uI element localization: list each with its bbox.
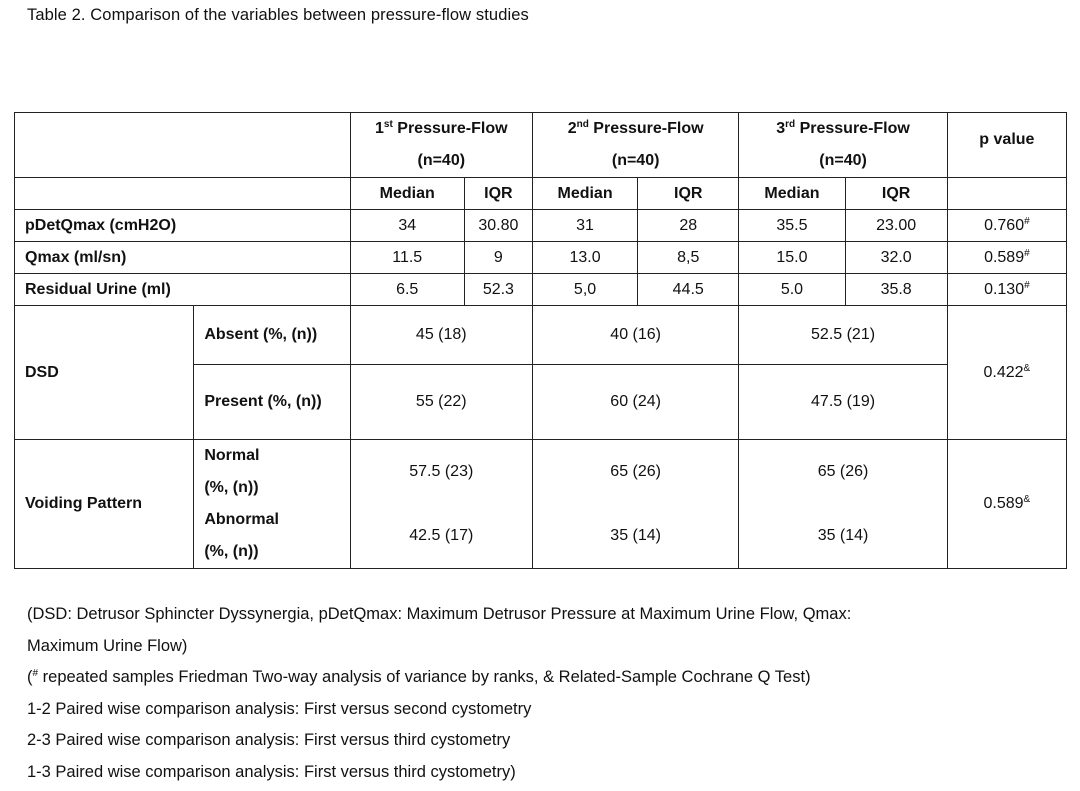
row-sublabel: Abnormal (%, (n))	[194, 504, 350, 569]
table-cell: 35.5	[739, 210, 845, 242]
footnote-line: (DSD: Detrusor Sphincter Dyssynergia, pDetQmax: Maximum Detrusor Pressure at Maximum Urine Flow, Qmax:	[27, 605, 852, 623]
row-label: Qmax (ml/sn)	[15, 242, 351, 274]
header-row-groups	[15, 113, 1067, 178]
header-iqr: IQR	[638, 178, 739, 210]
table-cell: 31	[532, 210, 637, 242]
row-label: pDetQmax (cmH2O)	[15, 210, 351, 242]
table-cell: 52.3	[464, 274, 532, 306]
table-cell: 34	[350, 210, 464, 242]
table-cell: 35 (14)	[739, 504, 947, 569]
header-group-1: 1st Pressure-Flow (n=40)	[350, 113, 532, 178]
p-value-cell: 0.589&	[947, 440, 1066, 569]
header-median: Median	[350, 178, 464, 210]
table-cell: 13.0	[532, 242, 637, 274]
row-sublabel: Present (%, (n))	[194, 365, 350, 440]
table-cell: 30.80	[464, 210, 532, 242]
table-row	[15, 440, 1067, 505]
table-row	[15, 210, 1067, 242]
row-sublabel: Normal (%, (n))	[194, 440, 350, 505]
table-cell: 15.0	[739, 242, 845, 274]
table-cell: 42.5 (17)	[350, 504, 532, 569]
footnote-line: Maximum Urine Flow)	[27, 636, 188, 655]
header-group-3: 3rd Pressure-Flow (n=40)	[739, 113, 947, 178]
table-cell: 28	[638, 210, 739, 242]
table-footnotes	[27, 599, 851, 789]
table-caption: Table 2. Comparison of the variables between pressure-flow studies	[27, 6, 529, 24]
p-value-cell: 0.589#	[947, 242, 1066, 274]
table-cell: 47.5 (19)	[739, 365, 947, 440]
header-group-2: 2nd Pressure-Flow (n=40)	[532, 113, 738, 178]
table-cell: 23.00	[845, 210, 947, 242]
header-empty-cell	[15, 113, 351, 178]
voiding-label: Voiding Pattern	[15, 440, 194, 569]
table-cell: 65 (26)	[739, 440, 947, 505]
header-median: Median	[739, 178, 845, 210]
table-cell: 40 (16)	[532, 306, 738, 365]
comparison-table	[14, 112, 1067, 569]
dsd-label: DSD	[15, 306, 194, 440]
table-row	[15, 306, 1067, 365]
table-cell: 5,0	[532, 274, 637, 306]
footnote-line: 2-3 Paired wise comparison analysis: First versus third cystometry	[27, 731, 511, 750]
footnote-line: 1-2 Paired wise comparison analysis: First versus second cystometry	[27, 699, 532, 718]
footnote-line: (# repeated samples Friedman Two-way analysis of variance by ranks, & Related-Sample Cochrane Q Test)	[27, 668, 811, 687]
table-row	[15, 242, 1067, 274]
row-label: Residual Urine (ml)	[15, 274, 351, 306]
footnote-line: 1-3 Paired wise comparison analysis: First versus third cystometry)	[27, 762, 516, 781]
table-cell: 5.0	[739, 274, 845, 306]
table-cell: 6.5	[350, 274, 464, 306]
header-p-spacer	[947, 178, 1066, 210]
table-cell: 57.5 (23)	[350, 440, 532, 505]
table-row	[15, 274, 1067, 306]
p-value-cell: 0.760#	[947, 210, 1066, 242]
table-cell: 44.5	[638, 274, 739, 306]
p-value-cell: 0.422&	[947, 306, 1066, 440]
header-empty-cell	[15, 178, 351, 210]
table-cell: 11.5	[350, 242, 464, 274]
row-sublabel: Absent (%, (n))	[194, 306, 350, 365]
table-cell: 35 (14)	[532, 504, 738, 569]
header-iqr: IQR	[845, 178, 947, 210]
p-value-cell: 0.130#	[947, 274, 1066, 306]
table-cell: 45 (18)	[350, 306, 532, 365]
table-cell: 8,5	[638, 242, 739, 274]
table-cell: 65 (26)	[532, 440, 738, 505]
table-cell: 60 (24)	[532, 365, 738, 440]
header-row-stats	[15, 178, 1067, 210]
header-median: Median	[532, 178, 637, 210]
table-cell: 9	[464, 242, 532, 274]
table-cell: 35.8	[845, 274, 947, 306]
table-cell: 52.5 (21)	[739, 306, 947, 365]
header-iqr: IQR	[464, 178, 532, 210]
header-p-value: p value	[947, 113, 1066, 178]
table-cell: 32.0	[845, 242, 947, 274]
table-cell: 55 (22)	[350, 365, 532, 440]
